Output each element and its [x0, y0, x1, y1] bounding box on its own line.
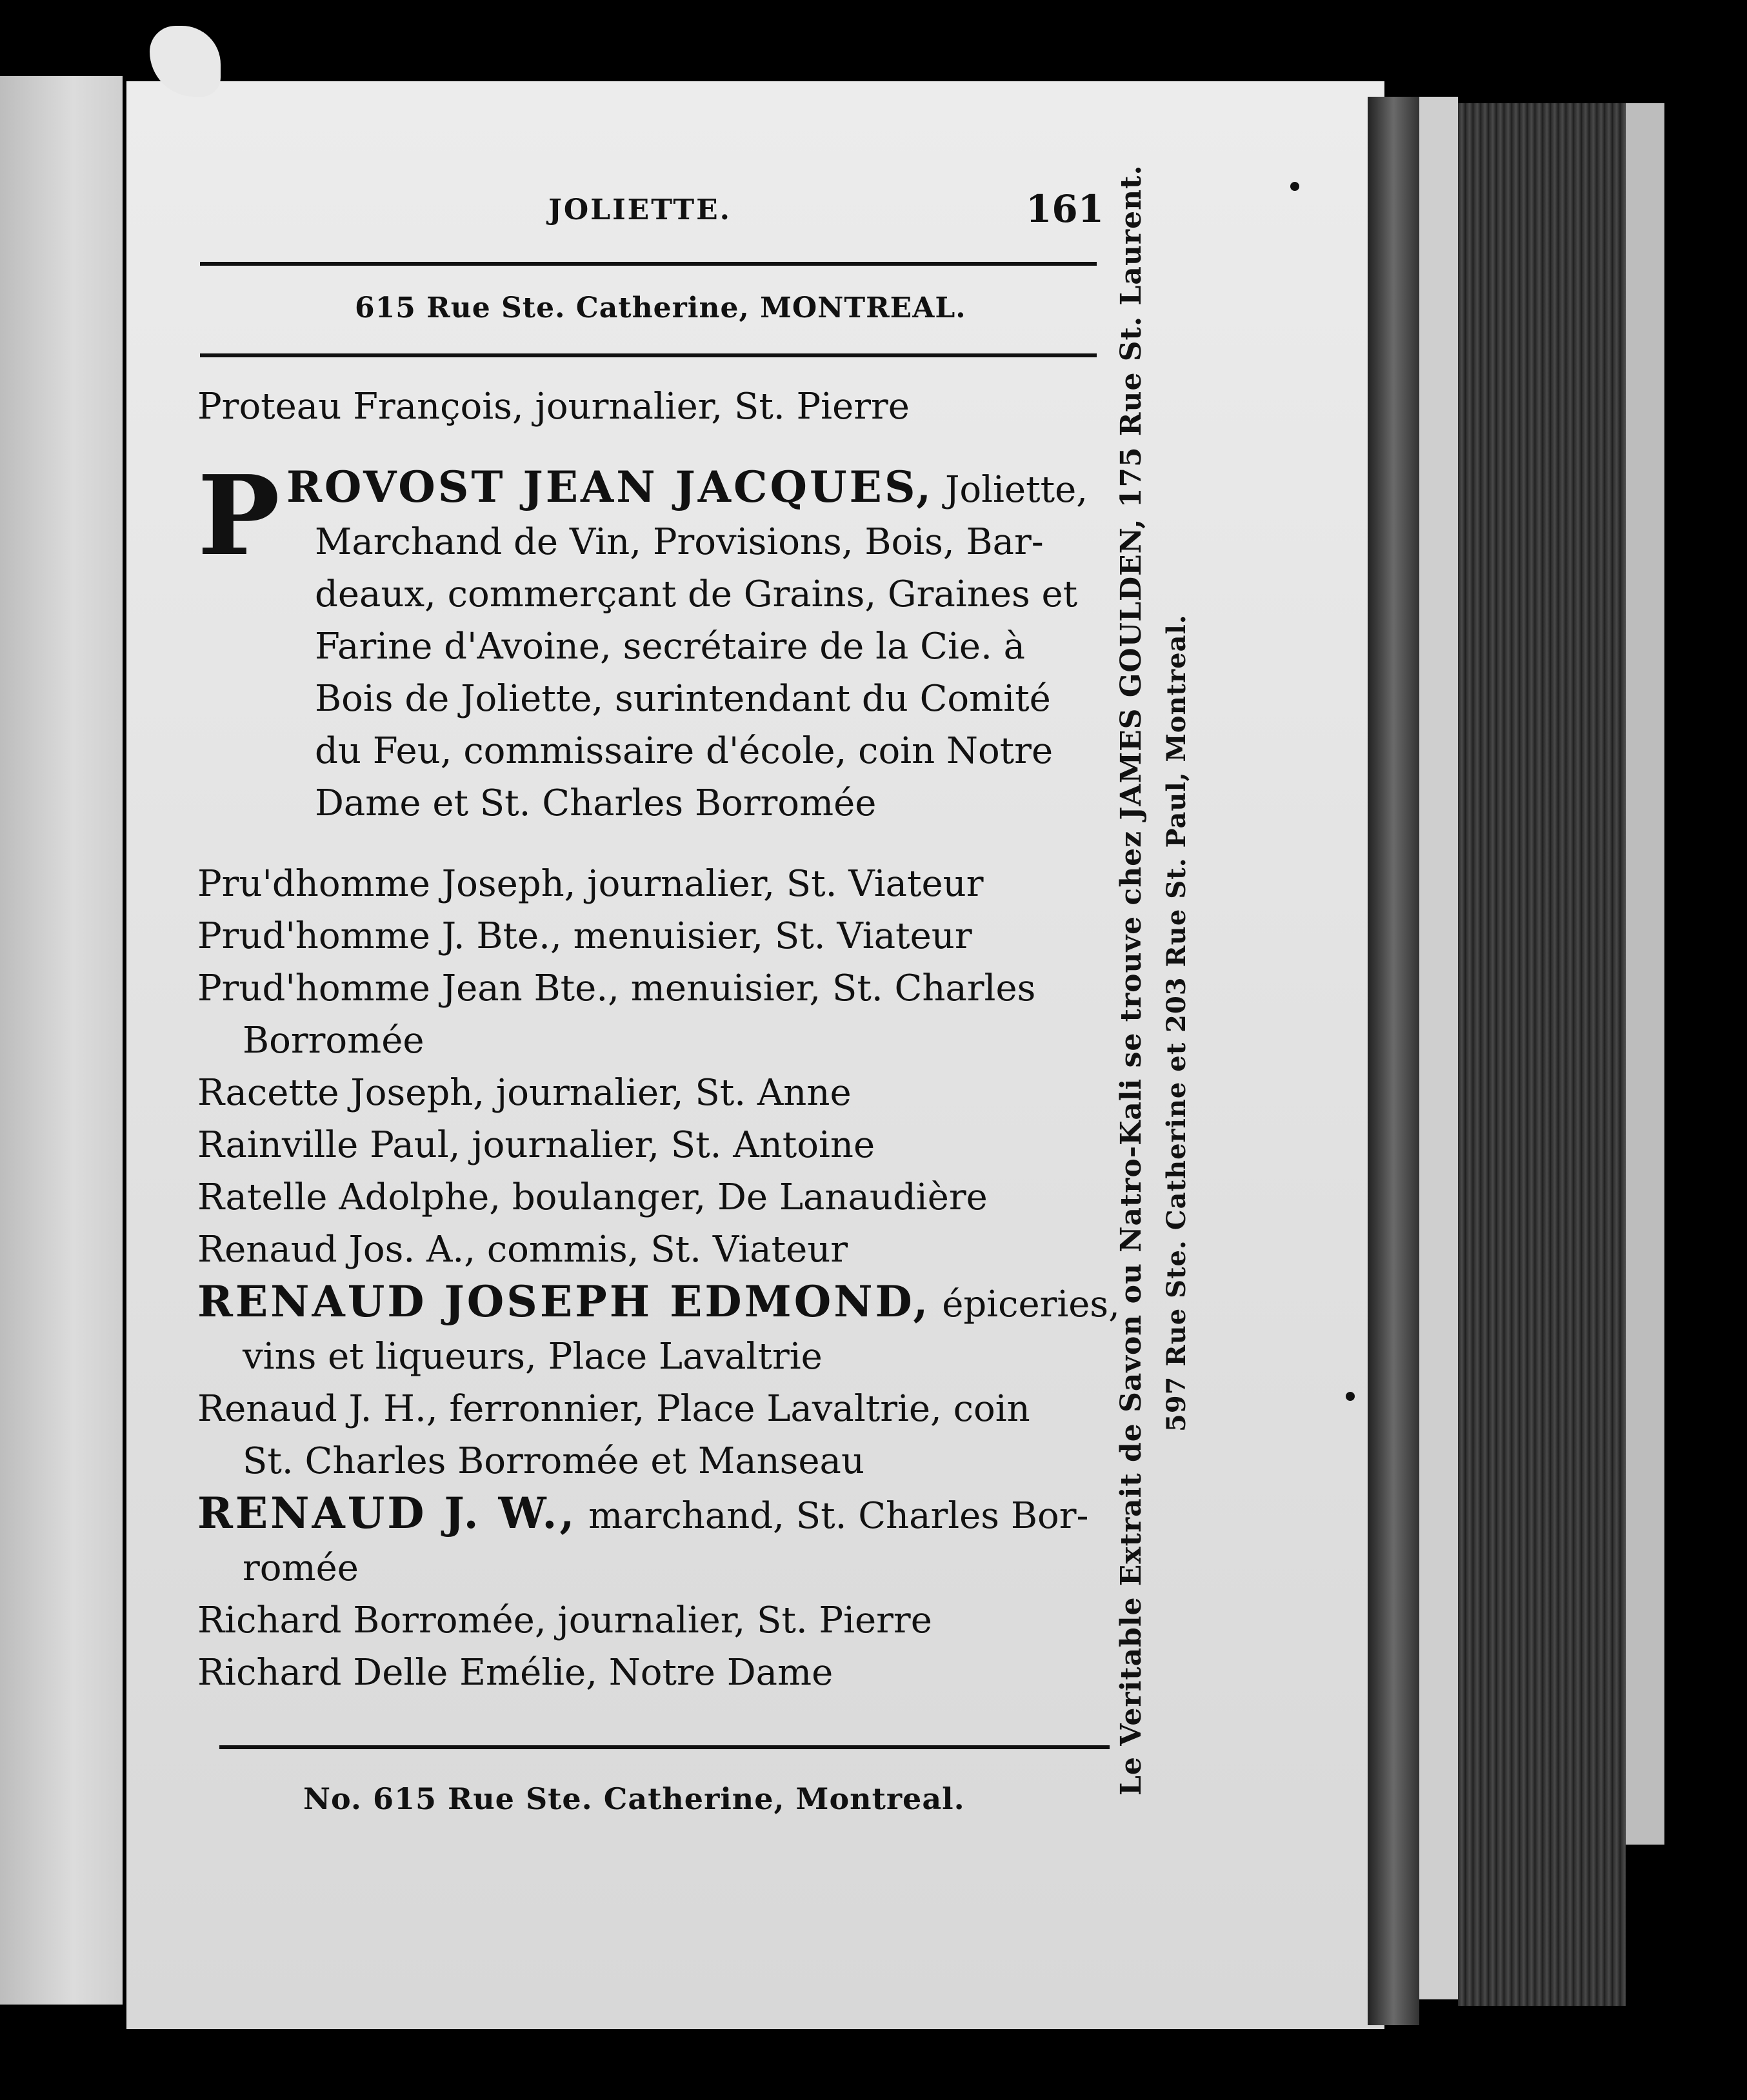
directory-entry — [197, 1383, 1113, 1487]
entry-line: Rainville Paul, journalier, St. Antoine — [197, 1124, 875, 1166]
directory-entry — [197, 1594, 1113, 1647]
entry-line: du Feu, commissaire d'école, coin Notre — [315, 730, 1053, 772]
entry-line: Marchand de Vin, Provisions, Bois, Bar- — [315, 521, 1044, 563]
vertical-advertisement-address: 597 Rue Ste. Catherine et 203 Rue St. Paul, Montreal. — [1161, 614, 1192, 1432]
entry-line: Pru'dhomme Joseph, journalier, St. Viateur — [197, 863, 984, 905]
page-header — [200, 187, 1103, 239]
entry-continuation: Borromée — [243, 1020, 424, 1062]
running-title: JOLIETTE. — [548, 193, 732, 226]
entry-line: deaux, commerçant de Grains, Graines et — [315, 573, 1078, 615]
entry-line: Racette Joseph, journalier, St. Anne — [197, 1072, 852, 1114]
directory-entry — [197, 1171, 1113, 1223]
entry-line: Proteau François, journalier, St. Pierre — [197, 386, 910, 428]
directory-entry-featured — [197, 451, 1113, 829]
entry-line: Renaud Jos. A., commis, St. Viateur — [197, 1229, 848, 1271]
directory-entry — [197, 858, 1113, 910]
ink-speck — [1290, 182, 1299, 191]
directory-entry — [197, 1223, 1113, 1276]
directory-entry — [197, 1119, 1113, 1171]
previous-page-edge — [0, 76, 123, 2005]
header-rule-top — [200, 262, 1097, 266]
entry-continuation: vins et liqueurs, Place Lavaltrie — [243, 1336, 823, 1378]
entry-text: épiceries, — [930, 1283, 1120, 1325]
entry-line: Renaud J. H., ferronnier, Place Lavaltrie, coin — [197, 1388, 1030, 1430]
entry-line: Richard Borromée, journalier, St. Pierre — [197, 1600, 932, 1641]
entry-line: Richard Delle Emélie, Notre Dame — [197, 1652, 834, 1694]
book-cover-edge — [1626, 103, 1664, 1845]
page-gutter-shadow — [1368, 97, 1419, 2025]
entry-continuation: St. Charles Borromée et Manseau — [243, 1440, 865, 1482]
header-rule-bottom — [200, 353, 1097, 357]
entry-name-bold: RENAUD J. W., — [197, 1488, 577, 1538]
entry-text: marchand, St. Charles Bor- — [577, 1495, 1089, 1537]
directory-entry — [197, 962, 1113, 1067]
entry-name-bold: ROVOST JEAN JACQUES, — [286, 462, 934, 512]
book-page-stack — [1458, 103, 1626, 2006]
entry-line: Prud'homme J. Bte., menuisier, St. Viateur — [197, 915, 972, 957]
address-banner: 615 Rue Ste. Catherine, MONTREAL. — [355, 292, 966, 324]
directory-entry-featured — [197, 1276, 1120, 1383]
footer-rule — [219, 1745, 1110, 1749]
entry-line: Prud'homme Jean Bte., menuisier, St. Charles — [197, 967, 1036, 1009]
drop-cap: P — [197, 451, 280, 580]
entry-line: Dame et St. Charles Borromée — [315, 782, 877, 824]
directory-entry-featured — [197, 1487, 1113, 1594]
directory-entry — [197, 910, 1113, 962]
entry-line: Farine d'Avoine, secrétaire de la Cie. à — [315, 626, 1026, 668]
entry-continuation: romée — [243, 1547, 359, 1589]
directory-entries — [197, 381, 1120, 1699]
page-number: 161 — [1026, 187, 1104, 231]
directory-entry — [197, 1067, 1113, 1119]
vertical-advertisement: Le Veritable Extrait de Savon ou Natro-Kali se trouve chez JAMES GOULDEN, 175 Rue St. Laurent. — [1115, 164, 1148, 1796]
next-page-edge — [1419, 97, 1458, 1999]
entry-text: Joliette, — [933, 469, 1088, 511]
directory-entry — [197, 381, 1113, 433]
entry-line: Bois de Joliette, surintendant du Comité — [315, 678, 1051, 720]
ink-speck — [1346, 1392, 1355, 1401]
entry-name-bold: RENAUD JOSEPH EDMOND, — [197, 1276, 931, 1327]
entry-line: Ratelle Adolphe, boulanger, De Lanaudière — [197, 1176, 988, 1218]
footer-address-banner: No. 615 Rue Ste. Catherine, Montreal. — [303, 1781, 965, 1816]
directory-entry — [197, 1647, 1113, 1699]
